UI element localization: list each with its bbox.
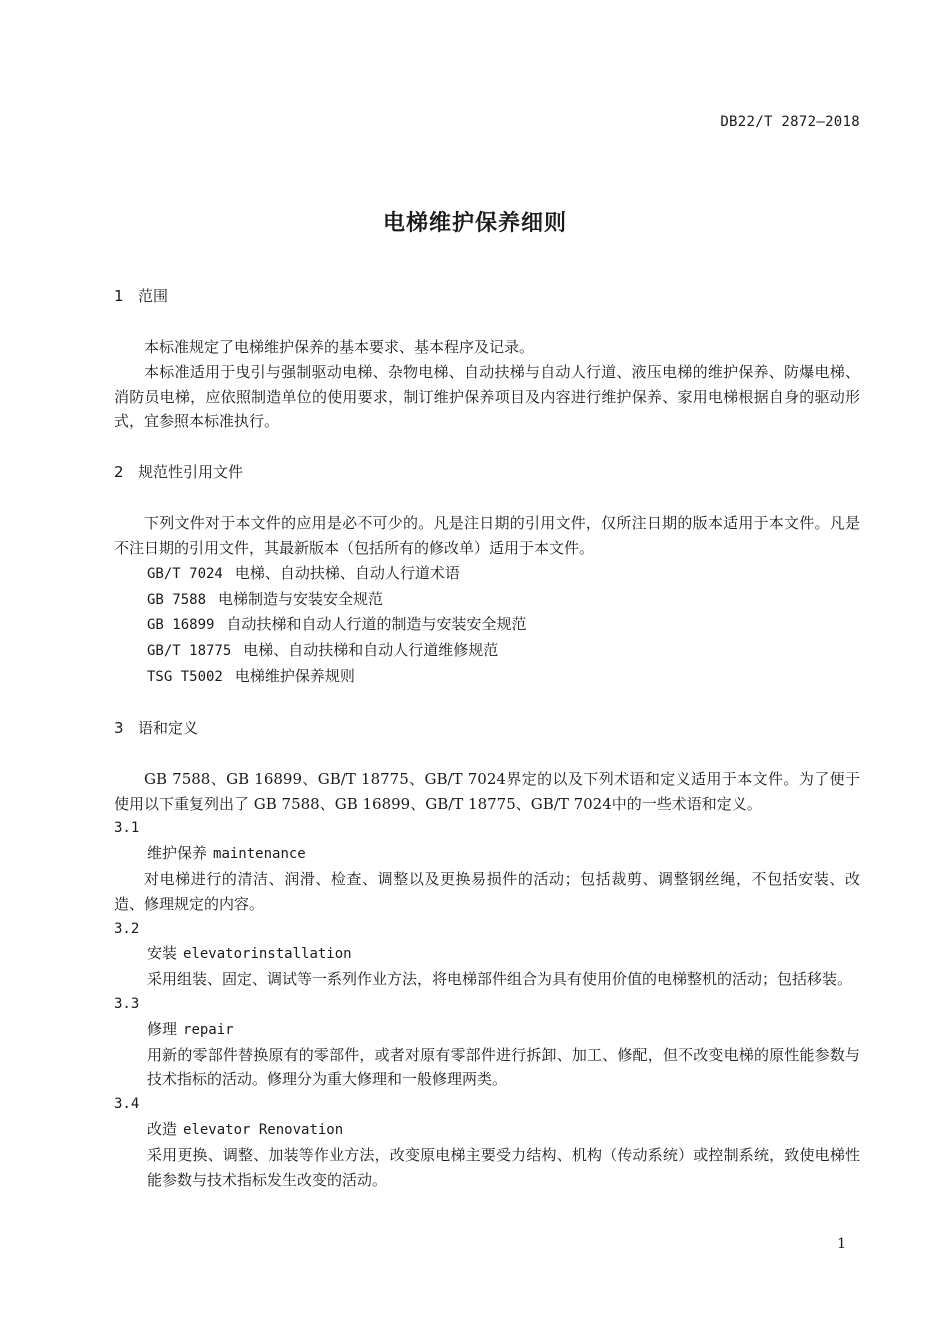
term-name-zh: 改造 — [147, 1119, 178, 1138]
term-name-en: maintenance — [213, 846, 306, 863]
section-title: 规范性引用文件 — [138, 463, 244, 482]
reference-code: GB 16899 — [147, 617, 215, 634]
reference-code: GB 7588 — [147, 591, 207, 608]
reference-item — [147, 638, 860, 664]
reference-title: 电梯、自动扶梯、自动人行道术语 — [234, 563, 460, 582]
document-title: 电梯维护保养细则 — [382, 211, 567, 236]
term-name — [114, 1017, 860, 1043]
paragraph: 本标准规定了电梯维护保养的基本要求、基本程序及记录。 — [144, 338, 535, 356]
term-name-zh: 修理 — [147, 1019, 178, 1038]
term-entry — [114, 1092, 860, 1192]
paragraph: 本标准适用于曳引与强制驱动电梯、杂物电梯、自动扶梯与自动人行道、液压电梯的维护保养、防爆电梯、消防员电梯，应依照制造单位的使用要求，制订维护保养项目及内容进行维护保养、家用电梯根据自身的驱动形式，宜参照本标准执行。 — [114, 362, 860, 431]
term-name — [114, 841, 860, 867]
section-number: 1 — [114, 287, 124, 305]
term-number: 3.2 — [114, 920, 140, 937]
term-definition: 采用组装、固定、调试等一系列作业方法，将电梯部件组合为具有使用价值的电梯整机的活动；包括移装。 — [147, 970, 853, 989]
reference-code: TSG T5002 — [147, 668, 223, 685]
section-title: 语和定义 — [138, 718, 199, 737]
section-heading-normative-references — [114, 460, 860, 485]
term-name-en: elevator Renovation — [183, 1121, 344, 1138]
term-number: 3.3 — [114, 995, 140, 1012]
section-number: 3 — [114, 718, 124, 737]
paragraph: 下列文件对于本文件的应用是必不可少的。凡是注日期的引用文件，仅所注日期的版本适用于本文件。凡是不注日期的引用文件，其最新版本（包括所有的修改单）适用于本文件。 — [114, 514, 860, 557]
standard-code: DB22/T 2872—2018 — [720, 114, 860, 130]
term-definition: 用新的零部件替换原有的零部件，或者对原有零部件进行拆卸、加工、修配，但不改变电梯的原性能参数与技术指标的活动。修理分为重大修理和一般修理两类。 — [147, 1045, 860, 1089]
term-definition: 对电梯进行的清洁、润滑、检查、调整以及更换易损件的活动；包括裁剪、调整钢丝绳，不包括安装、改造、修理规定的内容。 — [114, 869, 860, 913]
reference-title: 电梯、自动扶梯和自动人行道维修规范 — [243, 641, 499, 660]
reference-list — [114, 561, 860, 690]
reference-item — [147, 561, 860, 587]
reference-code: GB/T 18775 — [147, 643, 232, 660]
reference-item — [147, 664, 860, 690]
reference-title: 自动扶梯和自动人行道的制造与安装安全规范 — [226, 615, 527, 634]
section-number: 2 — [114, 463, 124, 482]
paragraph: GB 7588、GB 16899、GB/T 18775、GB/T 7024界定的以及下列术语和定义适用于本文件。为了便于使用以下重复列出了 GB 7588、GB 16899、GB/T 18775、GB/T 7024中的一些术语和定义。 — [114, 769, 860, 813]
section-heading-scope — [114, 284, 860, 309]
document-body — [114, 284, 860, 1192]
term-number: 3.4 — [114, 1096, 140, 1113]
term-name-en: repair — [183, 1021, 234, 1038]
term-definition: 采用更换、调整、加装等作业方法，改变原电梯主要受力结构、机构（传动系统）或控制系统，致使电梯性能参数与技术指标发生改变的活动。 — [147, 1145, 860, 1189]
page-number: 1 — [837, 1236, 846, 1252]
term-name — [114, 941, 860, 967]
term-name-en: elevatorinstallation — [183, 946, 352, 963]
section-title: 范围 — [138, 287, 169, 305]
term-entry — [114, 917, 860, 992]
term-name-zh: 安装 — [147, 944, 178, 963]
section-heading-terms-definitions — [114, 716, 860, 741]
reference-item — [147, 612, 860, 638]
term-name — [114, 1117, 860, 1143]
term-name-zh: 维护保养 — [147, 844, 208, 863]
reference-title: 电梯制造与安装安全规范 — [218, 589, 384, 608]
reference-title: 电梯维护保养规则 — [234, 666, 355, 685]
term-entry — [114, 992, 860, 1092]
reference-code: GB/T 7024 — [147, 565, 223, 582]
reference-item — [147, 587, 860, 613]
term-number: 3.1 — [114, 820, 140, 837]
term-entry — [114, 816, 860, 916]
